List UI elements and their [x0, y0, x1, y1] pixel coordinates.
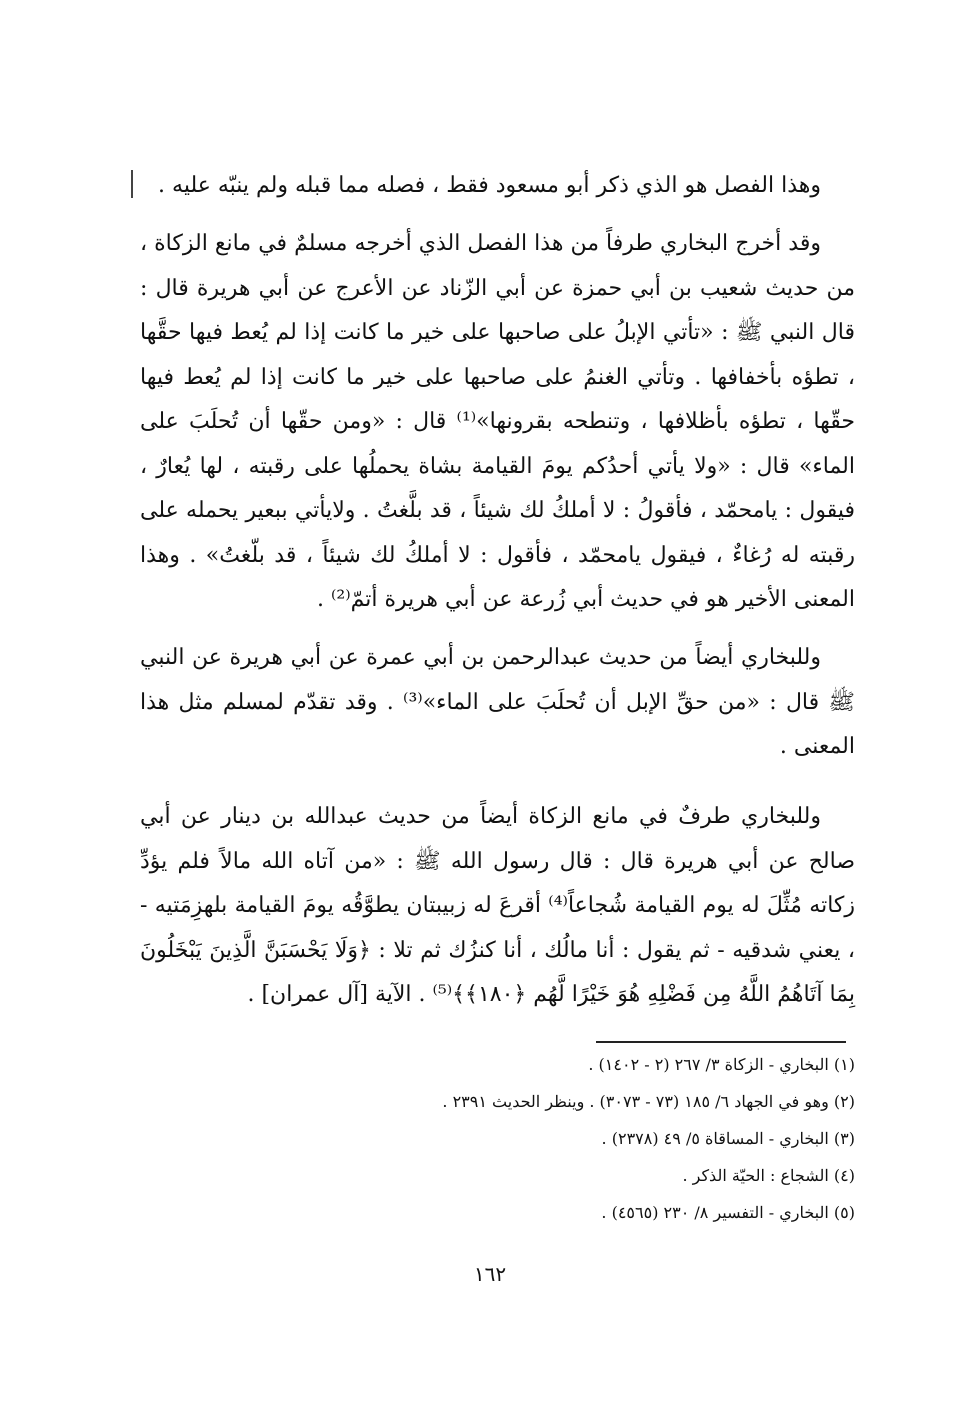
paragraph-text: وللبخاري أيضاً من حديث عبدالرحمن بن أبي عمرة عن أبي هريرة عن النبي ﷺ قال : «من حقِّ الإبل أن تُحلَبَ على الماء»⁽³⁾ . وقد تقدّم لمسلم مثل هذا المعنى .: [140, 645, 855, 759]
main-text-paragraph-3: [140, 636, 855, 770]
page-number: ١٦٢: [473, 1262, 507, 1286]
main-text-paragraph-2: [140, 222, 855, 623]
footnote-2: (٢) وهو في الجهاد ٦/ ١٨٥ (٧٣ - ٣٠٧٣) . وينظر الحديث ٢٣٩١ .: [442, 1092, 855, 1111]
footnote-3: (٣) البخاري - المساقاة ٥/ ٤٩ (٢٣٧٨) .: [601, 1129, 855, 1148]
main-text-paragraph-4: [140, 795, 855, 1018]
footnote-1: (١) البخاري - الزكاة ٣/ ٢٦٧ (٢ - ١٤٠٢) .: [588, 1055, 855, 1074]
footnotes: [380, 1046, 855, 1231]
footnote-4: (٤) الشجاع : الحيّة الذكر .: [682, 1166, 855, 1185]
paragraph-text: وللبخاري طرفٌ في مانع الزكاة أيضاً من حديث عبدالله بن دينار عن أبي صالح عن أبي هريرة قال : قال رسول الله ﷺ : «من آتاه الله مالاً فلم يؤدِّ زكاته مُثِّلَ له يوم القيامة شُجاعاً⁽⁴⁾ أقرعَ له زبيبتان يطوَّقُه يومَ القيامة بلهزِمَتيه - ، يعني شدقيه - ثم يقول : أنا مالُك ، أنا كنزُك ثم تلا : ﴿وَلَا يَحْسَبَنَّ الَّذِينَ يَبْخَلُونَ بِمَا آتَاهُمُ اللَّهُ مِن فَضْلِهِ هُوَ خَيْرًا لَّهُم ﴿١٨٠﴾﴾⁽⁵⁾ . الآية [آل عمران] .: [140, 804, 856, 1007]
footnote-divider: [596, 1041, 846, 1043]
footnote-5: (٥) البخاري - التفسير ٨/ ٢٣٠ (٤٥٦٥) .: [601, 1203, 855, 1222]
main-text-paragraph-1: [140, 164, 855, 209]
paragraph-text: وهذا الفصل هو الذي ذكر أبو مسعود فقط ، فصله مما قبله ولم ينبّه عليه .: [158, 173, 821, 198]
scan-mark-left: [131, 170, 133, 198]
paragraph-text: وقد أخرج البخاري طرفاً من هذا الفصل الذي أخرجه مسلمٌ في مانع الزكاة ، من حديث شعيب بن أبي حمزة عن أبي الزّناد عن الأعرج عن أبي هريرة قال : قال النبي ﷺ : «تأتي الإبلُ على صاحبها على خير ما كانت إذا لم يُعط فيها حقَّها ، تطؤه بأخفافها . وتأتي الغنمُ على صاحبها على خير ما كانت إذا لم يُعط فيها حقّها ، تطؤه بأظلافها ، وتنطحه بقرونها»⁽¹⁾ قال : «ومن حقّها أن تُحلَبَ على الماء» قال : «ولا يأتي أحدُكم يومَ القيامة بشاة يحملُها على رقبته ، لها يُعارٌ ، فيقول : يامحمّد ، فأقولُ : لا أملكُ لك شيئاً ، قد بلَّغتُ . ولايأتي ببعير يحمله على رقبته له رُغاءٌ ، فيقول يامحمّد ، فأقول : لا أملكُ لك شيئاً ، قد بلّغتُ» . وهذا المعنى الأخير هو في حديث أبي زُرعة عن أبي هريرة أتمّ⁽²⁾ .: [140, 231, 856, 612]
